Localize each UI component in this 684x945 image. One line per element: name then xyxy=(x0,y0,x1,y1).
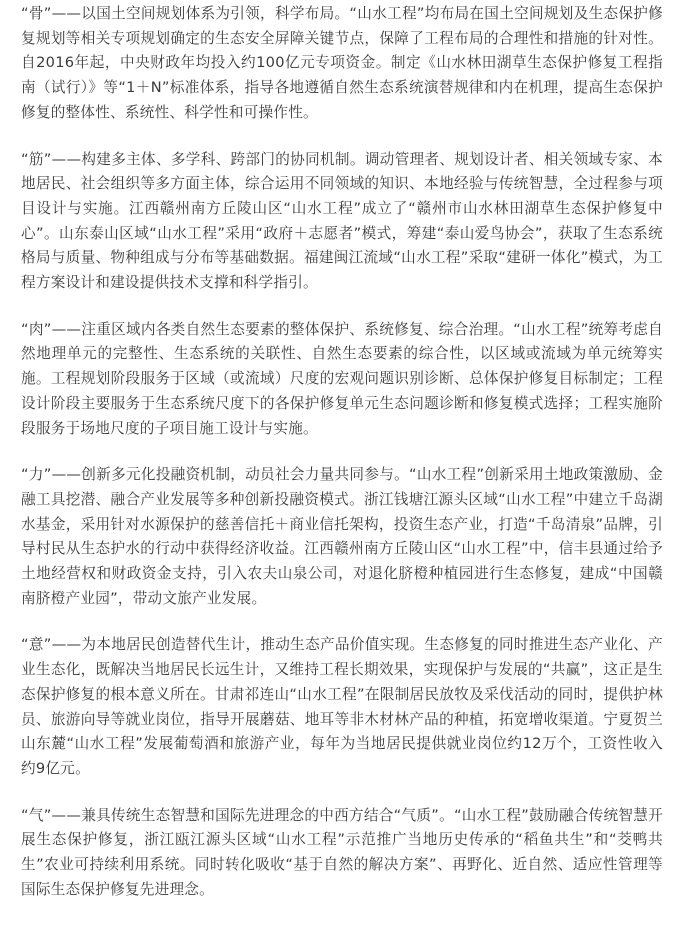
paragraph-li: “力”——创新多元化投融资机制，动员社会力量共同参与。“山水工程”创新采用土地政策激励、金融工具挖潜、融合产业发展等多种创新投融资模式。浙江钱塘江源头区域“山水工程”中建立千岛湖水基金，采用针对水源保护的慈善信托＋商业信托架构，投资生态产业，打造“千岛清泉”品牌，引导村民从生态护水的行动中获得经济收益。江西赣州南方丘陵山区“山水工程”中，信丰县通过给予土地经营权和财政资金支持，引入农夫山泉公司，对退化脐橙种植园进行生态修复，建成“中国赣南脐橙产业园”，带动文旅产业发展。 xyxy=(21,466,663,607)
paragraph-rou: “肉”——注重区域内各类自然生态要素的整体保护、系统修复、综合治理。“山水工程”统筹考虑自然地理单元的完整性、生态系统的关联性、自然生态要素的综合性，以区域或流域为单元统筹实施。工程规划阶段服务于区域（或流域）尺度的宏观问题识别诊断、总体保护修复目标制定；工程设计阶段主要服务于生态系统尺度下的各保护修复单元生态问题诊断和修复模式选择；工程实施阶段服务于场地尺度的子项目施工设计与实施。 xyxy=(21,320,663,437)
paragraph-yi: “意”——为本地居民创造替代生计，推动生态产品价值实现。生态修复的同时推进生态产业化、产业生态化，既解决当地居民长远生计，又维持工程长期效果，实现保护与发展的“共赢”，这正是生态保护修复的根本意义所在。甘肃祁连山“山水工程”在限制居民放牧及采伐活动的同时，提供护林员、旅游向导等就业岗位，指导开展蘑菇、地耳等非木材林产品的种植，拓宽增收渠道。宁夏贺兰山东麓“山水工程”发展葡萄酒和旅游产业，每年为当地居民提供就业岗位约12万个，工资性收入约9亿元。 xyxy=(21,636,663,777)
paragraph-jin: “筋”——构建多主体、多学科、跨部门的协同机制。调动管理者、规划设计者、相关领域专家、本地居民、社会组织等多方面主体，综合运用不同领域的知识、本地经验与传统智慧，全过程参与项目设计与实施。江西赣州南方丘陵山区“山水工程”成立了“赣州市山水林田湖草生态保护修复中心”。山东泰山区域“山水工程”采用“政府＋志愿者”模式，筹建“泰山爱鸟协会”，获取了生态系统格局与质量、物种组成与分布等基础数据。福建闽江流域“山水工程”采取“建研一体化”模式，为工程方案设计和建设提供技术支撑和科学指引。 xyxy=(21,150,663,292)
paragraph-qi: “气”——兼具传统生态智慧和国际先进理念的中西方结合“气质”。“山水工程”鼓励融合传统智慧开展生态保护修复，浙江瓯江源头区域“山水工程”示范推广当地历史传承的“稻鱼共生”和“茭鸭共生”农业可持续利用系统。同时转化吸收“基于自然的解决方案”、再野化、近自然、适应性管理等国际生态保护修复先进理念。 xyxy=(21,806,663,898)
paragraph-gu: “骨”——以国土空间规划体系为引领，科学布局。“山水工程”均布局在国土空间规划及生态保护修复规划等相关专项规划确定的生态安全屏障关键节点，保障了工程布局的合理性和措施的针对性。自2016年起，中央财政年均投入约100亿元专项资金。制定《山水林田湖草生态保护修复工程指南（试行）》等“1＋N”标准体系，指导各地遵循自然生态系统演替规律和内在机理，提高生态保护修复的整体性、系统性、科学性和可操作性。 xyxy=(21,5,663,121)
